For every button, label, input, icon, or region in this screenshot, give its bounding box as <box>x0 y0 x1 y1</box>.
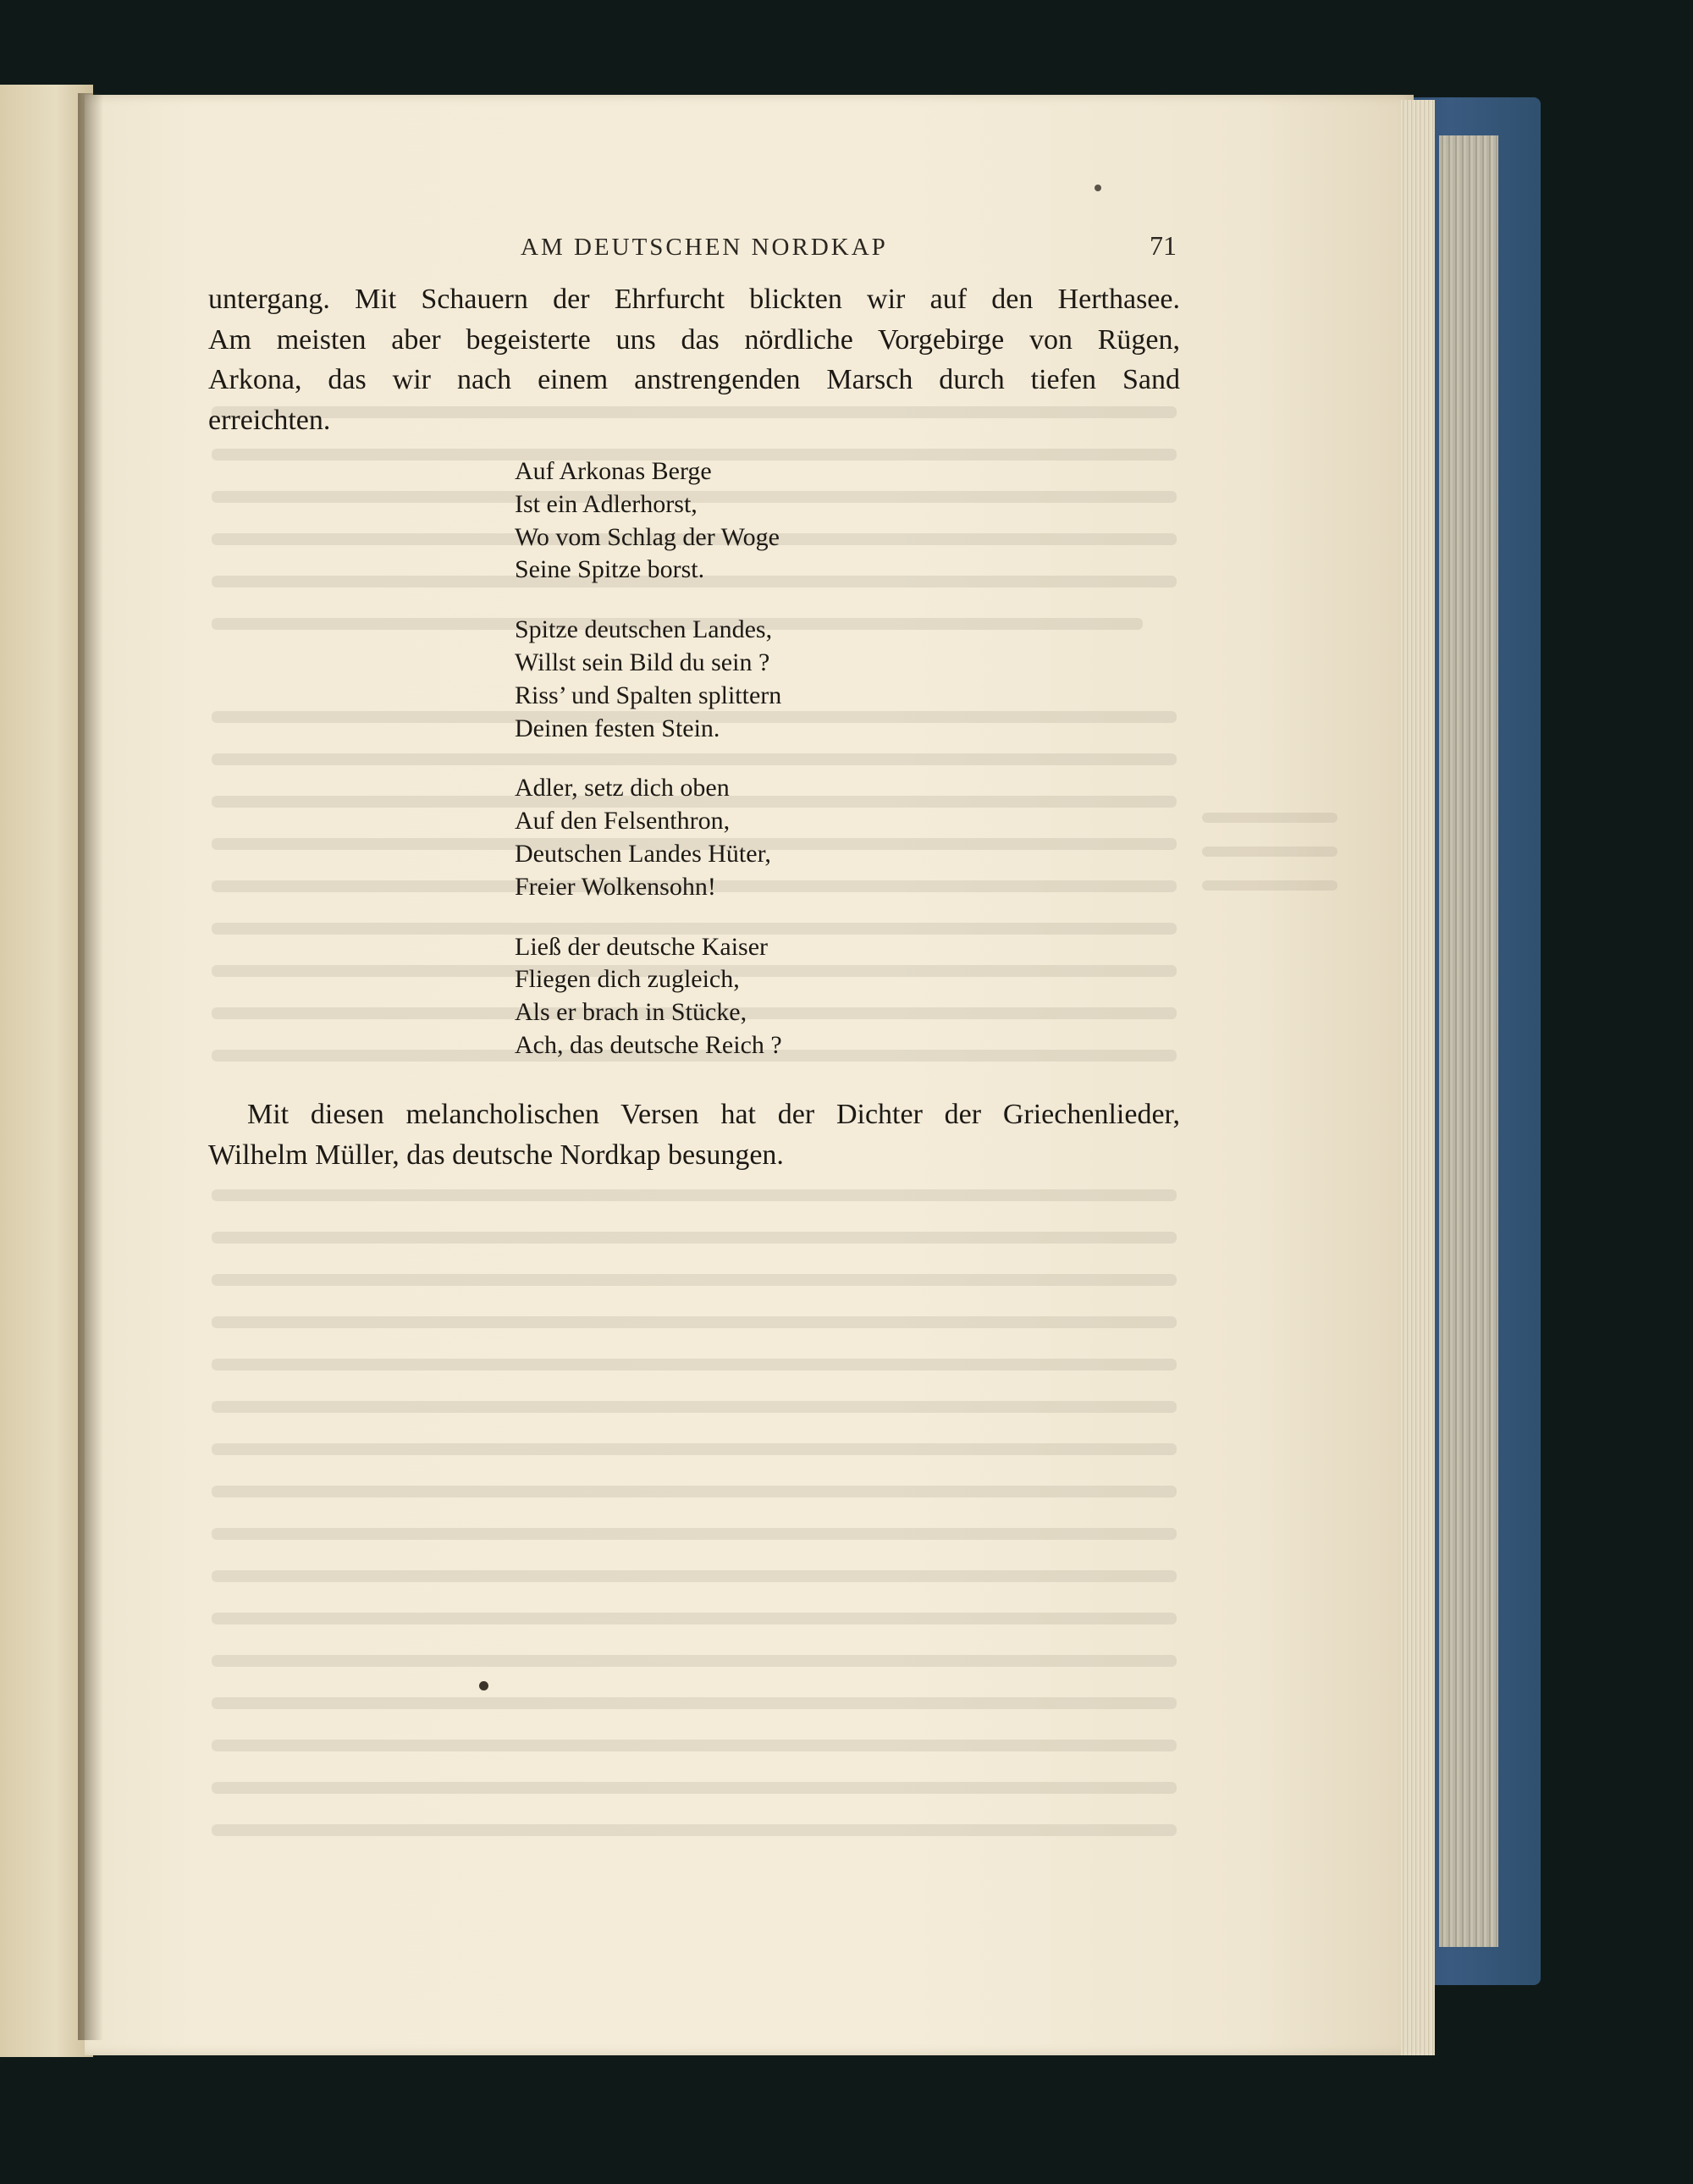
show-through <box>212 1740 1177 1751</box>
show-through <box>212 1232 1177 1244</box>
poem-stanza <box>515 455 782 587</box>
show-through <box>212 1697 1177 1709</box>
poem-verse: Als er brach in Stücke, <box>515 998 747 1027</box>
show-through <box>212 1316 1177 1328</box>
poem-verse: Ist ein Adlerhorst, <box>515 489 698 518</box>
show-through <box>212 1359 1177 1371</box>
poem-verse: Riss’ und Spalten splittern <box>515 681 782 709</box>
show-through <box>212 1274 1177 1286</box>
poem-verse: Deutschen Landes Hüter, <box>515 839 771 868</box>
poem-stanza <box>515 931 782 1062</box>
poem-verse: Auf den Felsenthron, <box>515 807 731 836</box>
running-head-title: AM DEUTSCHEN NORDKAP <box>521 234 888 261</box>
show-through <box>1202 880 1337 891</box>
poem-verse: Deinen festen Stein. <box>515 714 720 742</box>
poem-verse: Willst sein Bild du sein ? <box>515 648 770 676</box>
text-line: Wilhelm Müller, das deutsche Nordkap besungen. <box>208 1139 784 1171</box>
poem-stanza <box>515 614 782 745</box>
text-line: Am meisten aber begeisterte uns das nördliche Vorgebirge von Rügen, <box>208 323 1180 356</box>
show-through <box>1202 813 1337 823</box>
poem-verse: Freier Wolkensohn! <box>515 872 716 901</box>
show-through <box>212 1613 1177 1624</box>
poem-verse: Seine Spitze borst. <box>515 555 705 584</box>
poem-verse: Fliegen dich zugleich, <box>515 965 740 994</box>
text-line: erreichten. <box>208 404 331 436</box>
text-line: Mit diesen melancholischen Versen hat der Dichter der Griechenlieder, <box>247 1099 1180 1130</box>
paper-speck <box>479 1681 488 1690</box>
show-through <box>212 1443 1177 1455</box>
page-edges <box>1439 135 1498 1947</box>
show-through <box>212 1189 1177 1201</box>
poem-stanza <box>515 772 782 903</box>
page-number: 71 <box>1150 230 1177 261</box>
poem <box>515 455 782 1089</box>
paper-speck <box>1095 185 1101 191</box>
paragraph-before-poem <box>208 279 1180 440</box>
show-through <box>212 1486 1177 1497</box>
show-through <box>212 1570 1177 1582</box>
show-through <box>212 1401 1177 1413</box>
poem-verse: Wo vom Schlag der Woge <box>515 522 780 551</box>
text-line: untergang. Mit Schauern der Ehrfurcht blickten wir auf den Herthasee. <box>208 284 1180 315</box>
paragraph-after-poem <box>208 1095 1180 1175</box>
poem-verse: Ließ der deutsche Kaiser <box>515 932 769 961</box>
poem-verse: Adler, setz dich oben <box>515 774 730 802</box>
gutter-shadow <box>78 93 103 2040</box>
poem-verse: Auf Arkonas Berge <box>515 457 712 485</box>
page-stack <box>1401 100 1435 2055</box>
running-head <box>212 230 1177 267</box>
show-through <box>212 1528 1177 1540</box>
show-through <box>212 1782 1177 1794</box>
show-through <box>1202 847 1337 857</box>
show-through <box>212 1824 1177 1836</box>
show-through <box>212 1655 1177 1667</box>
text-line: Arkona, das wir nach einem anstrengenden Marsch durch tiefen Sand <box>208 364 1180 395</box>
poem-verse: Ach, das deutsche Reich ? <box>515 1030 782 1059</box>
poem-verse: Spitze deutschen Landes, <box>515 615 773 644</box>
